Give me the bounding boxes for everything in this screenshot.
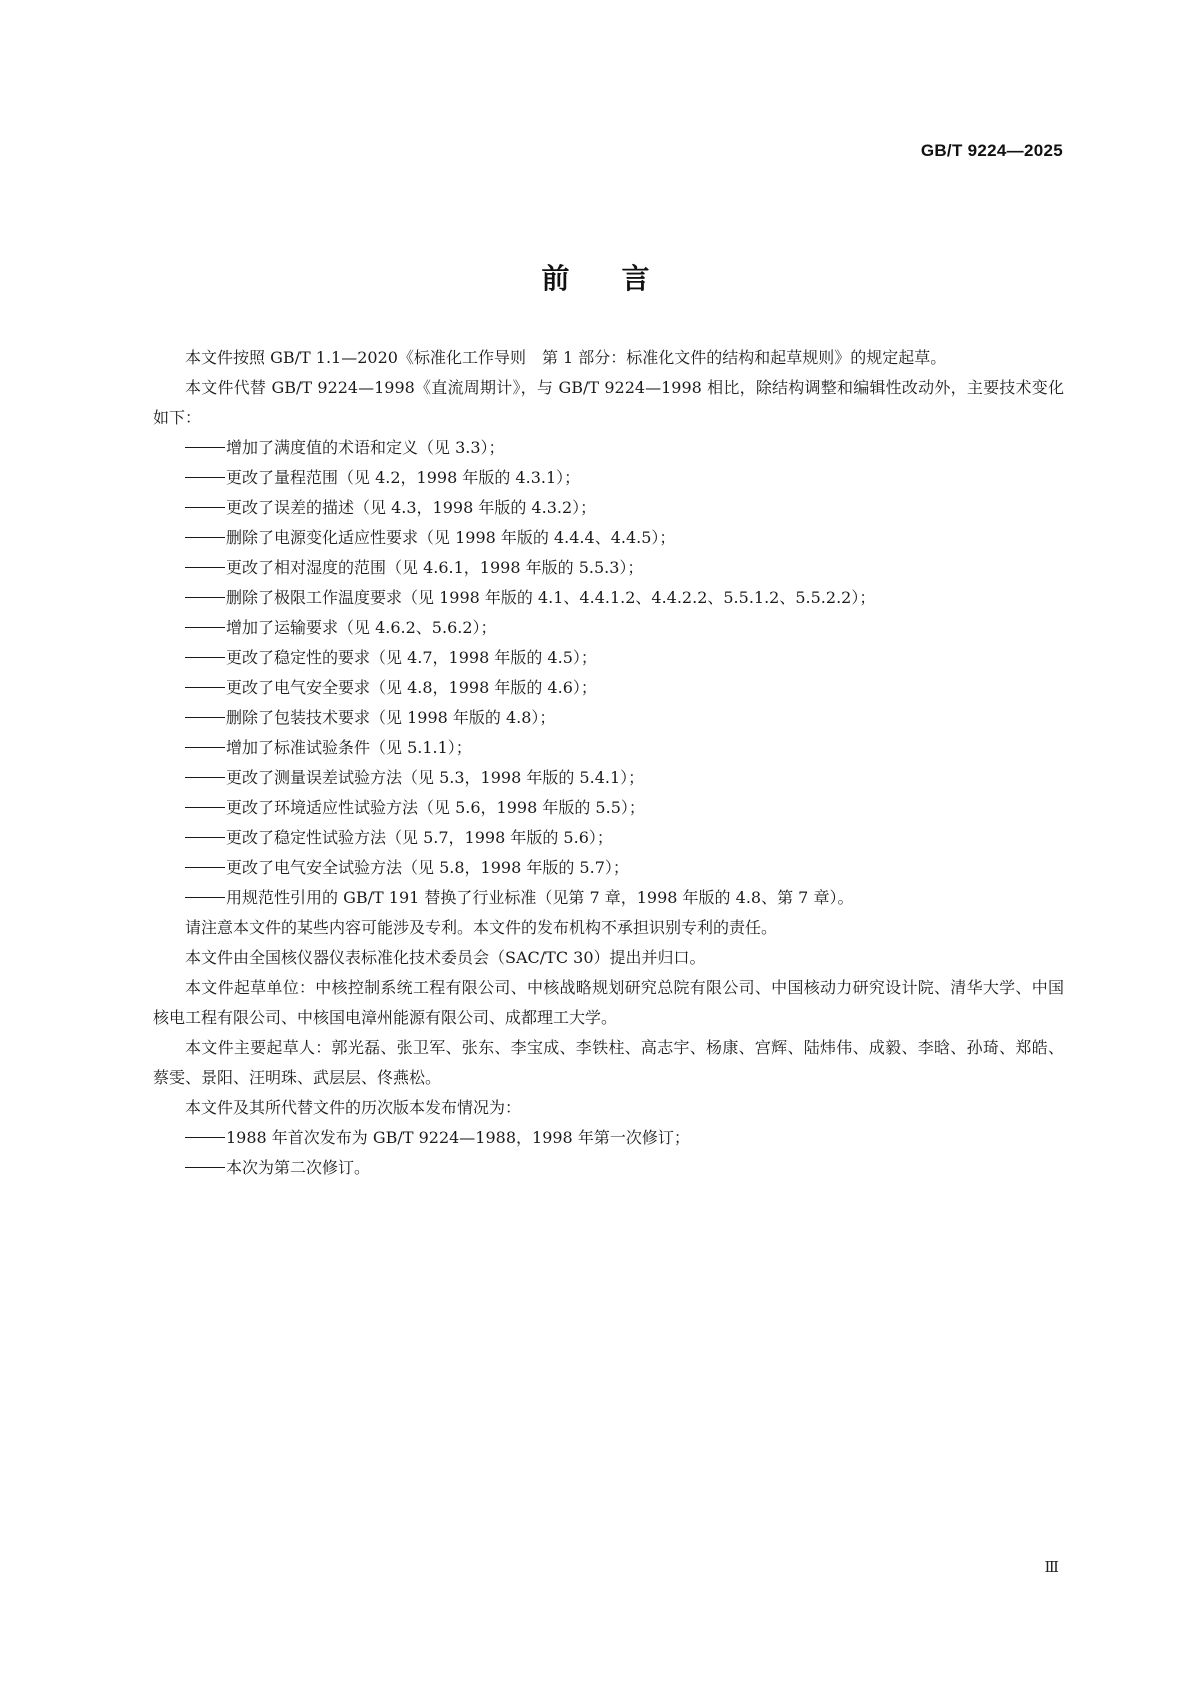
dash-mark — [185, 537, 225, 538]
dash-mark — [185, 1167, 225, 1168]
list-item: 增加了满度值的术语和定义（见 3.3）； — [153, 433, 1064, 463]
dash-mark — [185, 747, 225, 748]
paragraph-patent-notice: 请注意本文件的某些内容可能涉及专利。本文件的发布机构不承担识别专利的责任。 — [185, 918, 778, 937]
dash-mark — [185, 687, 225, 688]
dash-mark — [185, 867, 225, 868]
dash-mark — [185, 777, 225, 778]
dash-mark — [185, 897, 225, 898]
dash-mark — [185, 477, 225, 478]
dash-mark — [185, 507, 225, 508]
dash-mark — [185, 657, 225, 658]
list-item: 本次为第二次修订。 — [153, 1153, 1064, 1183]
paragraph-history-intro: 本文件及其所代替文件的历次版本发布情况为： — [185, 1098, 522, 1117]
list-item: 更改了量程范围（见 4.2，1998 年版的 4.3.1）； — [153, 463, 1064, 493]
list-item: 更改了电气安全试验方法（见 5.8，1998 年版的 5.7）； — [153, 853, 1064, 883]
dash-mark — [185, 447, 225, 448]
paragraph-replacement: 本文件代替 GB/T 9224—1998《直流周期计》，与 GB/T 9224—1998 相比，除结构调整和编辑性改动外，主要技术变化如下： — [153, 378, 1064, 427]
paragraph-drafting-rules: 本文件按照 GB/T 1.1—2020《标准化工作导则 第 1 部分：标准化文件的结构和起草规则》的规定起草。 — [185, 348, 947, 367]
standard-code: GB/T 9224—2025 — [920, 141, 1063, 160]
dash-mark — [185, 1137, 225, 1138]
list-item: 1988 年首次发布为 GB/T 9224—1988，1998 年第一次修订； — [153, 1123, 1064, 1153]
list-item: 更改了测量误差试验方法（见 5.3，1998 年版的 5.4.1）； — [153, 763, 1064, 793]
paragraph-committee: 本文件由全国核仪器仪表标准化技术委员会（SAC/TC 30）提出并归口。 — [185, 948, 706, 967]
changes-list — [153, 433, 1064, 913]
dash-mark — [185, 837, 225, 838]
list-item: 增加了运输要求（见 4.6.2、5.6.2）； — [153, 613, 1064, 643]
list-item: 删除了电源变化适应性要求（见 1998 年版的 4.4.4、4.4.5）； — [153, 523, 1064, 553]
dash-mark — [185, 717, 225, 718]
list-item: 更改了电气安全要求（见 4.8，1998 年版的 4.6）； — [153, 673, 1064, 703]
list-item: 更改了相对湿度的范围（见 4.6.1，1998 年版的 5.5.3）； — [153, 553, 1064, 583]
page-number: Ⅲ — [1044, 1558, 1059, 1576]
list-item: 增加了标准试验条件（见 5.1.1）； — [153, 733, 1064, 763]
list-item: 更改了误差的描述（见 4.3，1998 年版的 4.3.2）； — [153, 493, 1064, 523]
list-item: 删除了极限工作温度要求（见 1998 年版的 4.1、4.4.1.2、4.4.2.2、5.5.1.2、5.5.2.2）； — [153, 583, 1064, 613]
dash-mark — [185, 567, 225, 568]
dash-mark — [185, 627, 225, 628]
history-list — [153, 1123, 1064, 1183]
dash-mark — [185, 597, 225, 598]
dash-mark — [185, 807, 225, 808]
paragraph-drafting-units: 本文件起草单位：中核控制系统工程有限公司、中核战略规划研究总院有限公司、中国核动力研究设计院、清华大学、中国核电工程有限公司、中核国电漳州能源有限公司、成都理工大学。 — [153, 978, 1064, 1027]
list-item: 更改了稳定性试验方法（见 5.7，1998 年版的 5.6）； — [153, 823, 1064, 853]
list-item: 删除了包装技术要求（见 1998 年版的 4.8）； — [153, 703, 1064, 733]
list-item: 更改了稳定性的要求（见 4.7，1998 年版的 4.5）； — [153, 643, 1064, 673]
foreword-body — [153, 343, 1064, 1183]
page-title: 前言 — [541, 261, 702, 295]
paragraph-drafters: 本文件主要起草人：郭光磊、张卫军、张东、李宝成、李铁柱、高志宇、杨康、宫辉、陆炜伟、成毅、李晗、孙琦、郑皓、蔡雯、景阳、汪明珠、武层层、佟燕松。 — [153, 1038, 1064, 1087]
list-item: 更改了环境适应性试验方法（见 5.6，1998 年版的 5.5）； — [153, 793, 1064, 823]
list-item: 用规范性引用的 GB/T 191 替换了行业标准（见第 7 章，1998 年版的 4.8、第 7 章）。 — [153, 883, 1064, 913]
